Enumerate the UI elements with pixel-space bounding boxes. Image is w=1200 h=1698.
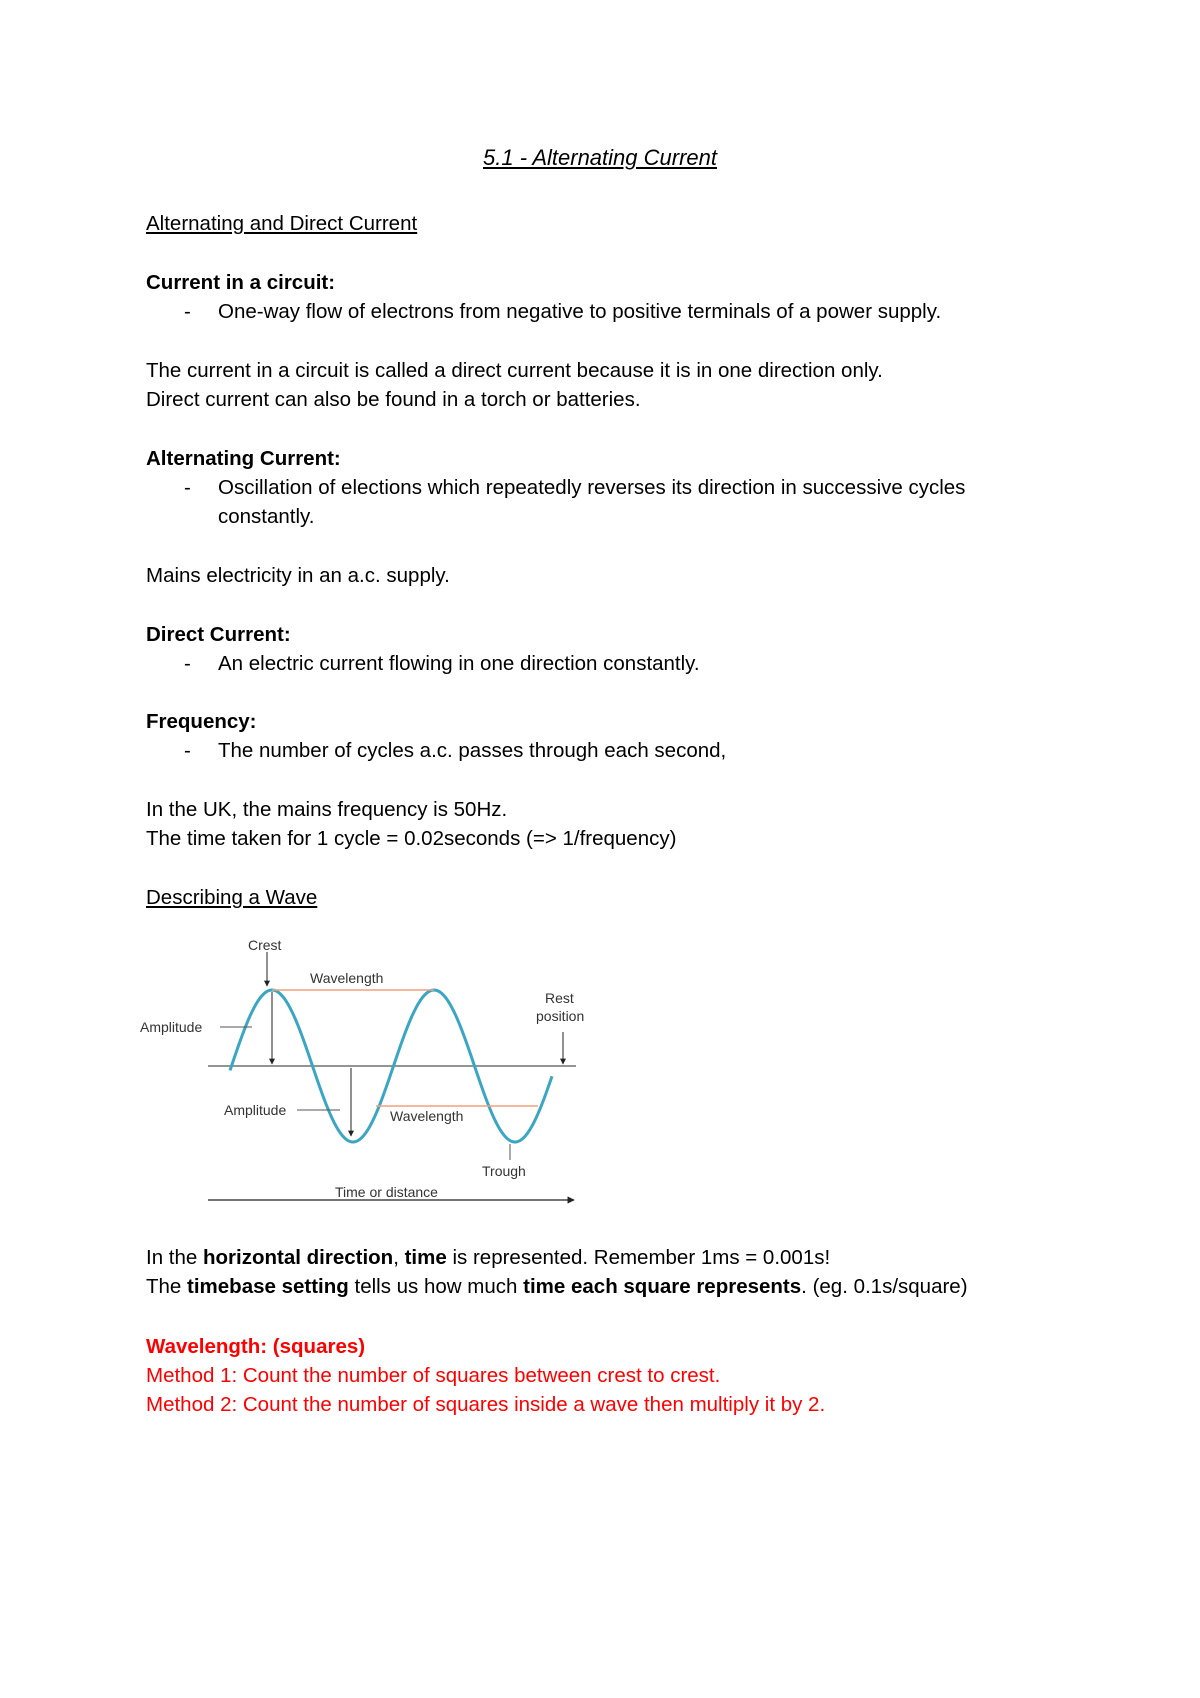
label-amplitude-mid: Amplitude [224,1102,287,1118]
method-2: Method 2: Count the number of squares inside a wave then multiply it by 2. [146,1393,826,1416]
heading-frequency: Frequency: [146,710,257,733]
section-heading-describing-wave: Describing a Wave [146,886,318,909]
bold-run: time [404,1246,447,1269]
method-1: Method 1: Count the number of squares between crest to crest. [146,1364,721,1387]
text-run: . (eg. 0.1s/square) [801,1275,968,1298]
bullet-text: Oscillation of elections which repeatedly reverses its direction in successive cycles [218,476,966,499]
label-trough: Trough [482,1163,526,1179]
bold-run: timebase setting [187,1275,349,1298]
bullet-dash: - [184,300,191,323]
paragraph-horizontal-direction [146,1246,830,1270]
text-run: , [393,1246,405,1269]
paragraph-dc-line2: Direct current can also be found in a torch or batteries. [146,388,641,411]
paragraph-dc-line1: The current in a circuit is called a direct current because it is in one direction only. [146,359,883,382]
paragraph-uk-frequency: In the UK, the mains frequency is 50Hz. [146,798,508,821]
bullet-text: One-way flow of electrons from negative to positive terminals of a power supply. [218,300,942,323]
bullet-dash: - [184,652,191,675]
label-rest-line2: position [536,1008,585,1024]
section-heading-ac-dc: Alternating and Direct Current [146,212,418,235]
label-rest-line1: Rest [545,990,574,1006]
text-run: The [146,1275,188,1298]
text-run: is represented. Remember 1ms = 0.001s! [446,1246,831,1269]
label-amplitude-left: Amplitude [140,1019,203,1035]
page-title: 5.1 - Alternating Current [483,145,717,170]
bullet-dash: - [184,739,191,762]
bullet-text: The number of cycles a.c. passes through each second, [218,739,727,762]
heading-current-in-circuit: Current in a circuit: [146,271,336,294]
label-crest: Crest [248,938,282,953]
bullet-text: An electric current flowing in one direction constantly. [218,652,700,675]
label-wavelength-bottom: Wavelength [390,1108,464,1124]
text-run: tells us how much [348,1275,524,1298]
wave-diagram [140,938,600,1218]
paragraph-mains: Mains electricity in an a.c. supply. [146,564,450,587]
bullet-text-continued: constantly. [218,505,315,528]
bullet-dash: - [184,476,191,499]
text-run: In the [146,1246,203,1269]
paragraph-timebase [146,1275,968,1299]
heading-direct-current: Direct Current: [146,623,291,646]
label-time-axis: Time or distance [335,1184,438,1200]
heading-wavelength-squares: Wavelength: (squares) [146,1335,366,1358]
bold-run: time each square represents [523,1275,802,1298]
paragraph-cycle-time: The time taken for 1 cycle = 0.02seconds (=> 1/frequency) [146,827,677,850]
label-wavelength-top: Wavelength [310,970,384,986]
heading-alternating-current: Alternating Current: [146,447,341,470]
bold-run: horizontal direction [203,1246,394,1269]
